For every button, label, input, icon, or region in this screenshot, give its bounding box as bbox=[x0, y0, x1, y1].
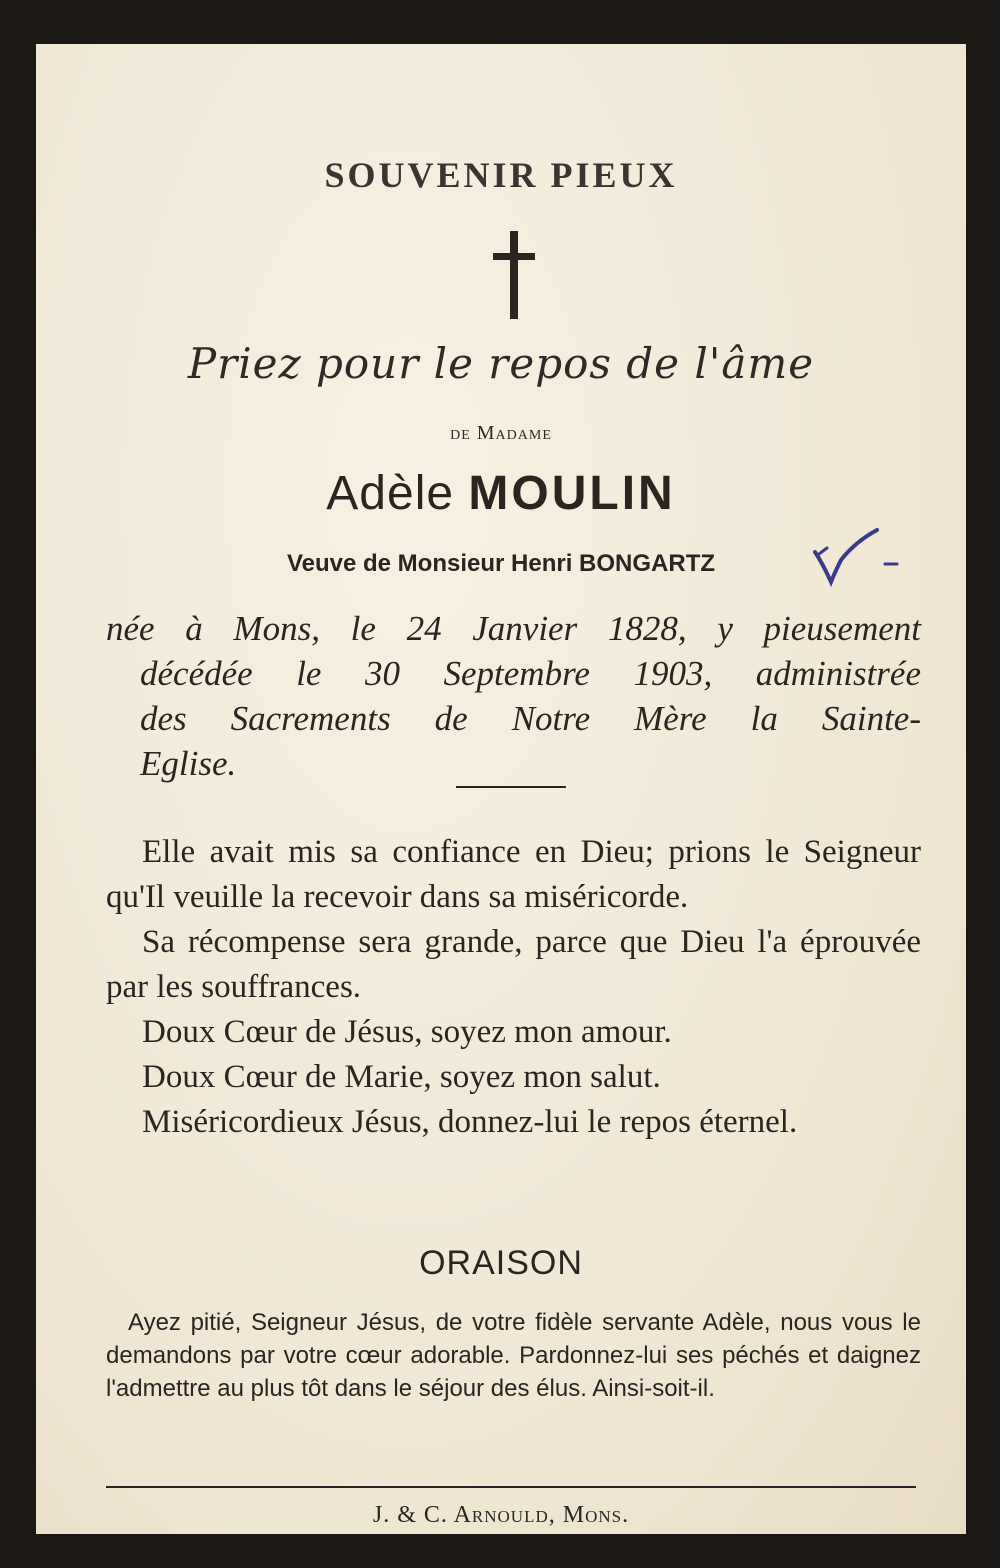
memorial-card bbox=[36, 44, 966, 1534]
paragraph: Elle avait mis sa confiance en Dieu; prions le Seigneur qu'Il veuille la recevoir dans sa miséricorde. bbox=[106, 834, 921, 915]
surname: MOULIN bbox=[468, 467, 676, 520]
paragraph: Doux Cœur de Jésus, soyez mon amour. bbox=[142, 1014, 672, 1050]
long-divider bbox=[106, 1486, 916, 1488]
oraison-body: Ayez pitié, Seigneur Jésus, de votre fidèle servante Adèle, nous vous le demandons par votre cœur adorable. Pardonnez-lui ses péchés et daignez l'admettre au plus tôt dans le séjour des élus. Ainsi-soit-il. bbox=[106, 1309, 921, 1402]
card-title: SOUVENIR PIEUX bbox=[324, 155, 678, 195]
eglise-line: Eglise. bbox=[140, 744, 237, 783]
title-madame: de Madame bbox=[450, 422, 552, 444]
first-name: Adèle bbox=[326, 467, 455, 520]
short-divider bbox=[456, 786, 566, 788]
sacraments-line: des Sacrements de Notre Mère la Sainte- bbox=[140, 699, 921, 738]
devotional-text bbox=[106, 830, 921, 1145]
oraison-heading: ORAISON bbox=[419, 1244, 583, 1282]
latin-cross-icon bbox=[489, 229, 539, 324]
widow-line: Veuve de Monsieur Henri BONGARTZ bbox=[286, 550, 716, 577]
oraison-text bbox=[106, 1306, 921, 1405]
paragraph: Miséricordieux Jésus, donnez-lui le repos éternel. bbox=[142, 1104, 798, 1140]
paragraph: Doux Cœur de Marie, soyez mon salut. bbox=[142, 1059, 661, 1095]
death-line: décédée le 30 Septembre 1903, administrée bbox=[140, 654, 921, 693]
prayer-heading: Priez pour le repos de l'âme bbox=[187, 339, 815, 388]
paragraph: Sa récompense sera grande, parce que Dieu l'a éprouvée par les souffrances. bbox=[106, 924, 921, 1005]
printer-imprint: J. & C. Arnould, Mons. bbox=[372, 1502, 630, 1528]
handwritten-checkmark-icon bbox=[811, 524, 901, 594]
birth-line: née à Mons, le 24 Janvier 1828, y pieusement bbox=[106, 609, 921, 648]
birth-death-paragraph bbox=[106, 606, 921, 786]
deceased-name bbox=[36, 466, 966, 521]
